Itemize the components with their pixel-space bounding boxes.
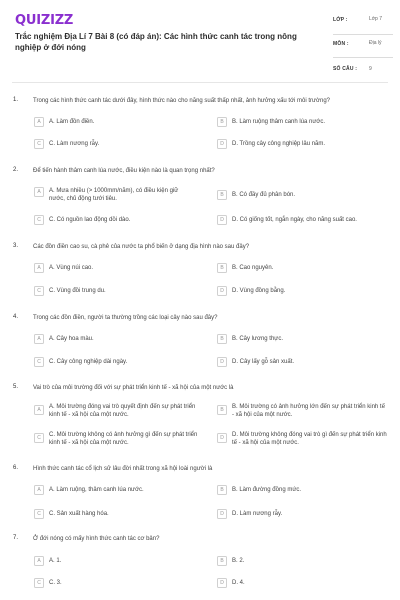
meta-grade-label: LỚP : xyxy=(333,17,348,23)
option-text: B. Làm ruộng thâm canh lúa nước. xyxy=(232,119,325,125)
meta-count-value: 9 xyxy=(369,66,372,72)
meta-count xyxy=(333,62,393,74)
question-text: Ở đới nóng có mấy hình thức canh tác cơ bản? xyxy=(33,536,160,542)
option-letter-box[interactable]: A xyxy=(34,117,44,127)
option-letter-box[interactable]: D xyxy=(217,286,227,296)
option-letter-box[interactable]: C xyxy=(34,286,44,296)
meta-subject xyxy=(333,38,393,62)
option-letter-box[interactable]: A xyxy=(34,334,44,344)
option-text: B. Có đầy đủ phân bón. xyxy=(232,192,296,198)
option-letter-box[interactable]: D xyxy=(217,578,227,588)
answer-option[interactable] xyxy=(217,334,367,344)
option-text: A. Làm ruộng, thâm canh lúa nước. xyxy=(49,487,144,493)
answer-option[interactable] xyxy=(34,334,184,344)
quizizz-logo[interactable]: QUIZIZZ xyxy=(15,13,74,28)
question-number: 4. xyxy=(13,314,19,320)
option-letter-box[interactable]: B xyxy=(217,405,227,415)
question-text: Trong các đồn điền, người ta thường trồng các loại cây nào sau đây? xyxy=(33,315,218,321)
option-text: C. Có nguồn lao động dồi dào. xyxy=(49,217,131,223)
option-text: A. Môi trường đóng vai trò quyết định đến sự phát triển kinh tế - xã hội của một nước. xyxy=(49,404,196,418)
option-letter-box[interactable]: D xyxy=(217,357,227,367)
answer-option[interactable] xyxy=(34,263,184,273)
question-number: 3. xyxy=(13,243,19,249)
option-text: C. Vùng đồi trung du. xyxy=(49,288,106,294)
answer-option[interactable] xyxy=(34,286,184,296)
answer-option[interactable] xyxy=(217,578,367,588)
answer-option[interactable] xyxy=(217,286,367,296)
option-text: D. Vùng đồng bằng. xyxy=(232,288,286,294)
answer-option[interactable] xyxy=(34,403,199,419)
option-letter-box[interactable]: C xyxy=(34,215,44,225)
meta-grade xyxy=(333,16,393,38)
option-letter-box[interactable]: B xyxy=(217,485,227,495)
answer-option[interactable] xyxy=(34,578,184,588)
answer-option[interactable] xyxy=(217,556,367,566)
option-text: C. Cây công nghiệp dài ngày. xyxy=(49,359,128,365)
option-letter-box[interactable]: C xyxy=(34,139,44,149)
answer-option[interactable] xyxy=(34,215,184,225)
question-text: Các đồn điền cao su, cà phê của nước ta phổ biến ở dạng địa hình nào sau đây? xyxy=(33,244,250,250)
option-letter-box[interactable]: A xyxy=(34,556,44,566)
meta-count-label: SỐ CÂU : xyxy=(333,66,358,72)
option-text: D. Trồng cây công nghiệp lâu năm. xyxy=(232,141,326,147)
option-text: D. Cây lấy gỗ sản xuất. xyxy=(232,359,295,365)
option-letter-box[interactable]: A xyxy=(34,485,44,495)
option-text: A. Cây hoa màu. xyxy=(49,336,94,342)
worksheet-title: Trắc nghiệm Địa Lí 7 Bài 8 (có đáp án): Các hình thức canh tác trong nông nghiệp ở đới nóng xyxy=(15,32,297,52)
option-letter-box[interactable]: A xyxy=(34,263,44,273)
option-text: D. Môi trường không đóng vai trò gì đến sự phát triển kinh tế - xã hội của một nước. xyxy=(232,432,387,446)
option-text: A. Mưa nhiều (> 1000mm/năm), có điều kiện giữ nước, chủ động tưới tiêu. xyxy=(49,188,179,202)
answer-option[interactable] xyxy=(217,263,367,273)
option-letter-box[interactable]: B xyxy=(217,117,227,127)
option-letter-box[interactable]: B xyxy=(217,263,227,273)
option-letter-box[interactable]: D xyxy=(217,433,227,443)
option-letter-box[interactable]: D xyxy=(217,215,227,225)
answer-option[interactable] xyxy=(217,485,367,495)
option-text: B. Làm đường đồng mức. xyxy=(232,487,301,493)
question-number: 1. xyxy=(13,97,19,103)
option-text: C. Làm nương rẫy. xyxy=(49,141,100,147)
question-text: Hình thức canh tác cổ lịch sử lâu đời nhất trong xã hội loài người là xyxy=(33,466,213,472)
option-text: B. Môi trường có ảnh hưởng lớn đến sự phát triển kinh tế - xã hội của một nước. xyxy=(232,404,385,418)
question-text: Trong các hình thức canh tác dưới đây, hình thức nào cho năng suất thấp nhất, ảnh hưởng xấu tới môi trường? xyxy=(33,98,330,104)
meta-divider xyxy=(333,57,393,58)
option-text: C. Sản xuất hàng hóa. xyxy=(49,511,109,517)
option-text: A. Làm đồn điền. xyxy=(49,119,95,125)
answer-option[interactable] xyxy=(34,431,199,447)
option-letter-box[interactable]: A xyxy=(34,187,44,197)
answer-option[interactable] xyxy=(217,357,367,367)
question-number: 2. xyxy=(13,167,19,173)
answer-option[interactable] xyxy=(34,509,184,519)
option-letter-box[interactable]: C xyxy=(34,509,44,519)
option-letter-box[interactable]: B xyxy=(217,334,227,344)
answer-option[interactable] xyxy=(217,117,367,127)
answer-option[interactable] xyxy=(34,556,184,566)
option-text: D. Làm nương rẫy. xyxy=(232,511,283,517)
option-text: A. 1. xyxy=(49,558,62,564)
option-text: C. 3. xyxy=(49,580,62,586)
option-text: C. Môi trường không có ảnh hưởng gì đến sự phát triển kinh tế - xã hội của một nước. xyxy=(49,432,198,446)
worksheet-header xyxy=(0,0,400,82)
meta-divider xyxy=(333,34,393,35)
option-text: B. 2. xyxy=(232,558,245,564)
answer-option[interactable] xyxy=(34,187,184,203)
option-text: D. Có giống tốt, ngắn ngày, cho năng suất cao. xyxy=(232,217,357,223)
question-number: 6. xyxy=(13,465,19,471)
header-divider xyxy=(12,82,388,83)
option-text: D. 4. xyxy=(232,580,245,586)
answer-option[interactable] xyxy=(217,215,392,225)
option-letter-box[interactable]: D xyxy=(217,509,227,519)
answer-option[interactable] xyxy=(34,357,184,367)
answer-option[interactable] xyxy=(217,509,367,519)
option-letter-box[interactable]: B xyxy=(217,190,227,200)
option-letter-box[interactable]: C xyxy=(34,578,44,588)
answer-option[interactable] xyxy=(34,485,184,495)
worksheet-meta xyxy=(333,16,393,74)
meta-subject-value: Địa lý xyxy=(369,40,382,46)
option-text: A. Vùng núi cao. xyxy=(49,265,94,271)
option-letter-box[interactable]: D xyxy=(217,139,227,149)
meta-subject-label: MÔN : xyxy=(333,41,349,47)
answer-option[interactable] xyxy=(217,190,367,200)
answer-option[interactable] xyxy=(217,431,387,447)
answer-option[interactable] xyxy=(34,139,184,149)
question-number: 5. xyxy=(13,384,19,390)
option-letter-box[interactable]: C xyxy=(34,433,44,443)
question-text: Để tiến hành thâm canh lúa nước, điều kiện nào là quan trọng nhất? xyxy=(33,168,215,174)
meta-grade-value: Lớp 7 xyxy=(369,16,383,22)
answer-option[interactable] xyxy=(217,139,367,149)
option-letter-box[interactable]: C xyxy=(34,357,44,367)
question-number: 7. xyxy=(13,535,19,541)
question-text: Vai trò của môi trường đối với sự phát triển kinh tế - xã hội của một nước là xyxy=(33,385,234,391)
answer-option[interactable] xyxy=(217,403,387,419)
option-letter-box[interactable]: B xyxy=(217,556,227,566)
option-text: B. Cao nguyên. xyxy=(232,265,274,271)
option-letter-box[interactable]: A xyxy=(34,405,44,415)
option-text: B. Cây lương thực. xyxy=(232,336,283,342)
answer-option[interactable] xyxy=(34,117,184,127)
